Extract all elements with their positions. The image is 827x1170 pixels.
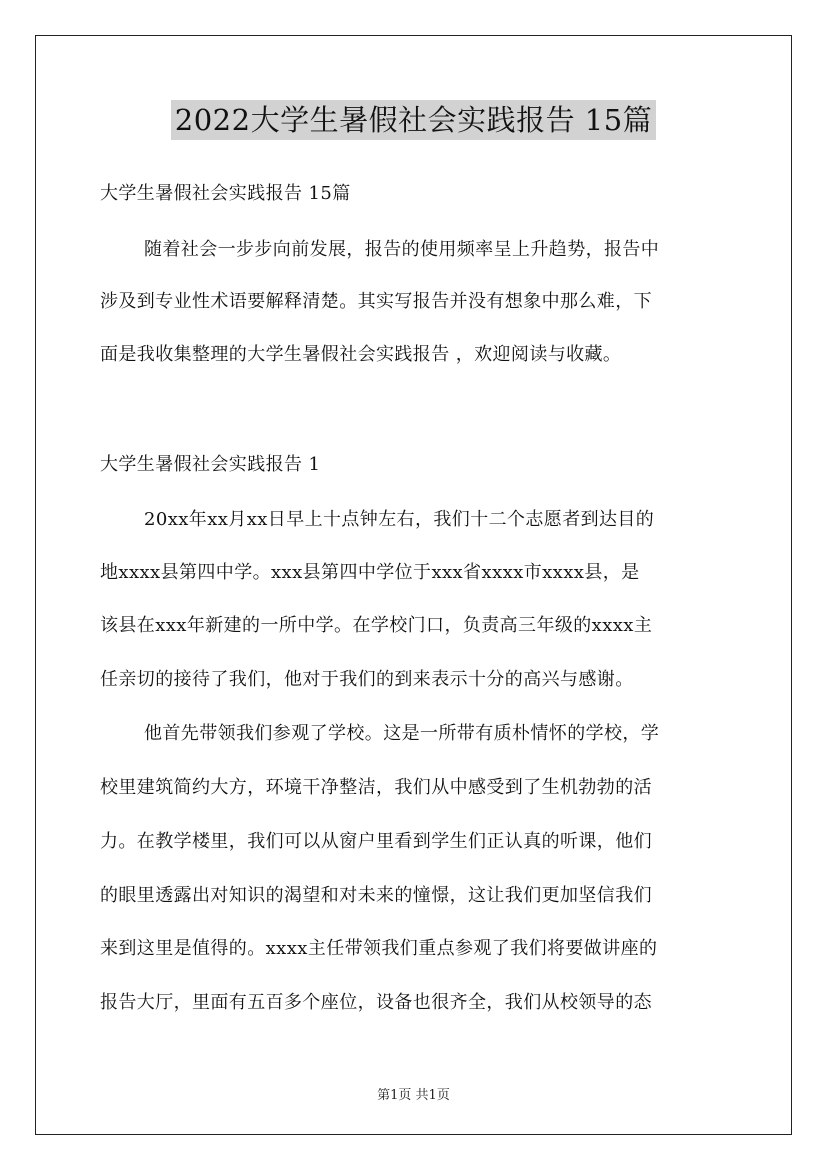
intro-line: 随着社会一步步向前发展，报告的使用频率呈上升趋势，报告中 xyxy=(144,239,660,260)
page-number: 第1页 共1页 xyxy=(377,1088,450,1103)
document-subtitle: 大学生暑假社会实践报告 15篇 xyxy=(100,183,351,204)
section-heading: 大学生暑假社会实践报告 1 xyxy=(100,454,321,475)
paragraph-line: 地xxxx县第四中学。xxx县第四中学位于xxx省xxxx市xxxx县，是 xyxy=(100,562,640,583)
intro-line: 面是我收集整理的大学生暑假社会实践报告 ，欢迎阅读与收藏。 xyxy=(100,344,622,365)
paragraph-line: 校里建筑简约大方，环境干净整洁，我们从中感受到了生机勃勃的活 xyxy=(100,777,652,798)
paragraph-line: 的眼里透露出对知识的渴望和对未来的憧憬，这让我们更加坚信我们 xyxy=(100,885,652,906)
intro-line: 涉及到专业性术语要解释清楚。其实写报告并没有想象中那么难，下 xyxy=(100,291,652,312)
paragraph-line: 报告大厅，里面有五百多个座位，设备也很齐全，我们从校领导的态 xyxy=(100,992,652,1013)
paragraph-line: 他首先带领我们参观了学校。这是一所带有质朴情怀的学校，学 xyxy=(144,723,660,744)
document-title: 2022大学生暑假社会实践报告 15篇 xyxy=(171,100,656,140)
paragraph-line: 任亲切的接待了我们，他对于我们的到来表示十分的高兴与感谢。 xyxy=(100,669,634,690)
paragraph-line: 来到这里是值得的。xxxx主任带领我们重点参观了我们将要做讲座的 xyxy=(100,938,658,959)
paragraph-line: 力。在教学楼里，我们可以从窗户里看到学生们正认真的听课，他们 xyxy=(100,831,652,852)
title-container xyxy=(0,100,827,140)
paragraph-line: 该县在xxx年新建的一所中学。在学校门口，负责高三年级的xxxx主 xyxy=(100,615,653,636)
paragraph-line: 20xx年xx月xx日早上十点钟左右，我们十二个志愿者到达目的 xyxy=(144,509,655,530)
